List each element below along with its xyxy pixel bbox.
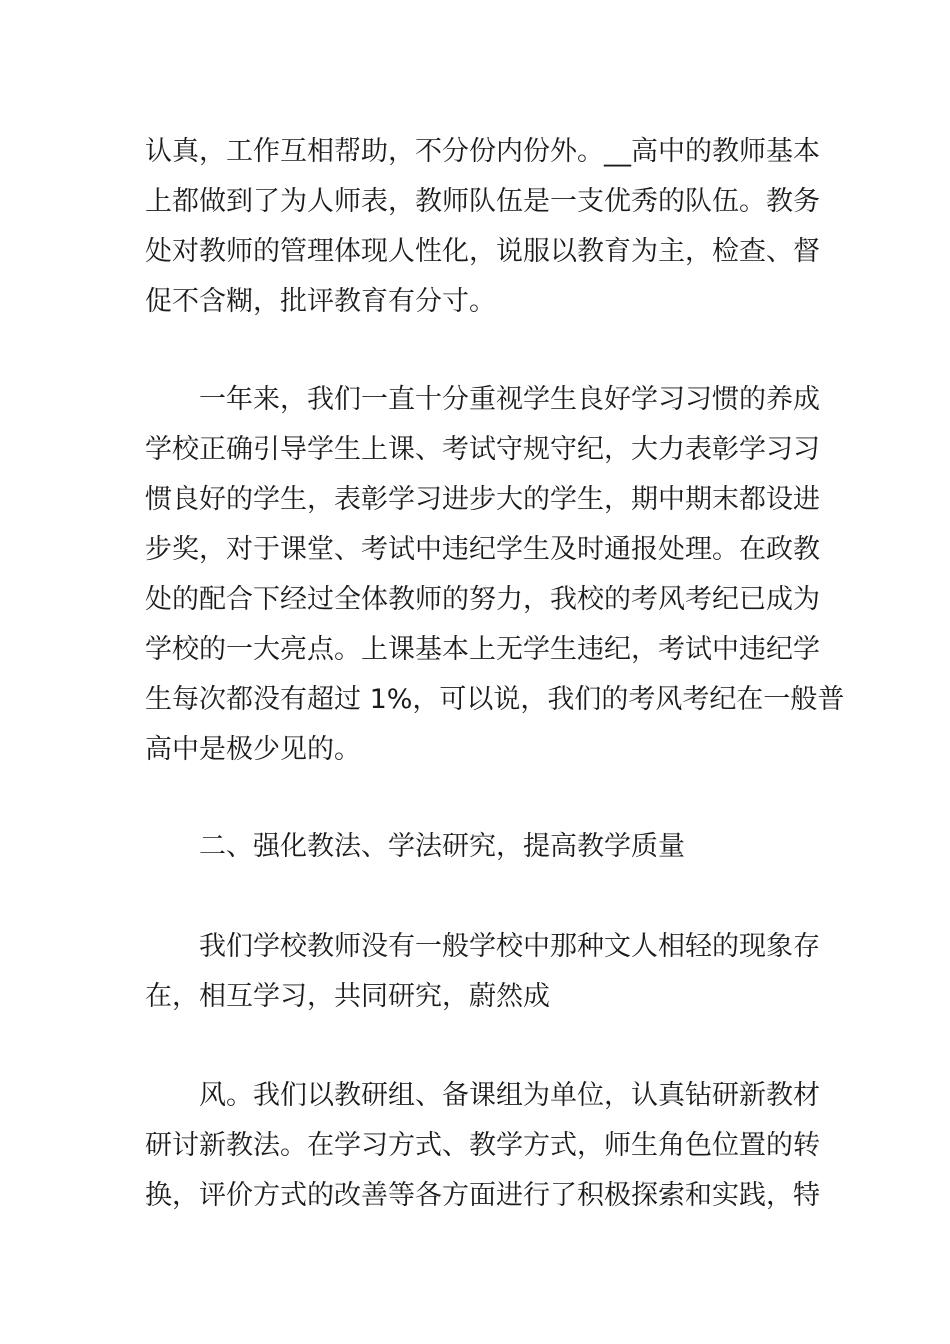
paragraph-mutual-learning [145,922,820,1022]
text-line: 促不含糊，批评教育有分寸。 [145,286,496,317]
paragraph-teaching-research [145,1071,820,1221]
text-line: 处对教师的管理体现人性化，说服以教育为主，检查、督 [145,236,820,267]
paragraph-teacher-team [145,127,820,327]
text-line: 高中是极少见的。 [145,734,361,765]
text-line: 一年来，我们一直十分重视学生良好学习习惯的养成 [199,384,820,415]
text-line: 在，相互学习，共同研究，蔚然成 [145,981,550,1012]
text-line: 学校的一大亮点。上课基本上无学生违纪，考试中违纪学 [145,634,820,665]
text-line: 步奖，对于课堂、考试中违纪学生及时通报处理。在政教 [145,534,820,565]
text-line: 风。我们以教研组、备课组为单位，认真钻研新教材 [199,1080,820,1111]
text-line: 我们学校教师没有一般学校中那种文人相轻的现象存 [199,931,820,962]
text-line: 研讨新教法。在学习方式、教学方式，师生角色位置的转 [145,1130,820,1161]
heading-line: 二、强化教法、学法研究，提高教学质量 [199,831,685,862]
text-line: 生每次都没有超过 1%，可以说，我们的考风考纪在一般普 [145,684,845,715]
paragraph-study-habits [145,375,845,775]
text-line: 惯良好的学生，表彰学习进步大的学生，期中期末都设进 [145,484,820,515]
text-line: 学校正确引导学生上课、考试守规守纪，大力表彰学习习 [145,434,820,465]
text-line: 处的配合下经过全体教师的努力，我校的考风考纪已成为 [145,584,820,615]
text-line: 上都做到了为人师表，教师队伍是一支优秀的队伍。教务 [145,186,820,217]
text-line: 认真，工作互相帮助，不分份内份外。__高中的教师基本 [145,136,820,167]
section-heading [145,822,813,872]
text-line: 换，评价方式的改善等各方面进行了积极探索和实践，特 [145,1180,820,1211]
